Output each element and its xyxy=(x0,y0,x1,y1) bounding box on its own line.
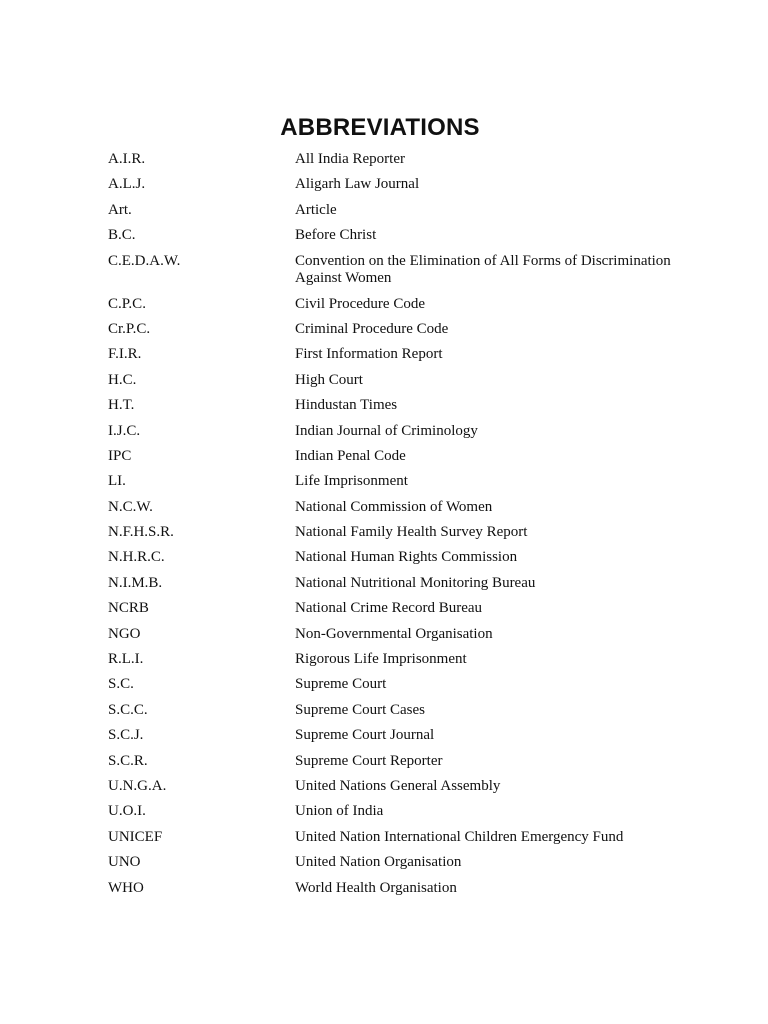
list-item xyxy=(0,199,768,224)
abbreviation-meaning: Rigorous Life Imprisonment xyxy=(295,651,467,668)
abbreviation: S.C.J. xyxy=(108,727,144,744)
abbreviation-meaning: Supreme Court Cases xyxy=(295,701,425,718)
abbreviation: S.C. xyxy=(108,676,134,693)
abbreviation: I.J.C. xyxy=(108,422,141,439)
abbreviation-meaning: National Nutritional Monitoring Bureau xyxy=(295,574,536,591)
list-item xyxy=(0,420,768,445)
abbreviation: UNICEF xyxy=(108,828,163,845)
abbreviation-meaning: High Court xyxy=(295,371,363,388)
abbreviation: F.I.R. xyxy=(108,346,142,363)
list-item xyxy=(0,826,768,851)
abbreviation: S.C.R. xyxy=(108,752,148,769)
abbreviation: R.L.I. xyxy=(108,651,144,668)
list-item xyxy=(0,224,768,249)
abbreviation-meaning: National Crime Record Bureau xyxy=(295,600,483,617)
abbreviation: UNO xyxy=(108,854,141,871)
abbreviation-meaning: World Health Organisation xyxy=(295,879,457,896)
list-item xyxy=(0,496,768,521)
abbreviation: B.C. xyxy=(108,227,136,244)
abbreviation: N.H.R.C. xyxy=(108,549,165,566)
abbreviation: N.F.H.S.R. xyxy=(108,524,174,541)
abbreviation-meaning: Civil Procedure Code xyxy=(295,295,425,312)
list-item xyxy=(0,851,768,876)
abbreviation: Cr.P.C. xyxy=(108,320,151,337)
abbreviation-meaning: Indian Penal Code xyxy=(295,447,406,464)
abbreviation: A.L.J. xyxy=(108,176,146,193)
list-item xyxy=(0,699,768,724)
abbreviation-meaning: Life Imprisonment xyxy=(295,473,408,490)
list-item xyxy=(0,293,768,318)
list-item xyxy=(0,521,768,546)
abbreviation: U.N.G.A. xyxy=(108,777,167,794)
abbreviation-meaning: United Nations General Assembly xyxy=(295,777,501,794)
list-item xyxy=(0,673,768,698)
list-item xyxy=(0,597,768,622)
abbreviation: U.O.I. xyxy=(108,803,146,820)
list-item xyxy=(0,173,768,198)
abbreviation: Art. xyxy=(108,201,132,218)
list-item xyxy=(0,546,768,571)
abbreviation: NGO xyxy=(108,625,141,642)
page-title: ABBREVIATIONS xyxy=(280,114,480,142)
abbreviation: WHO xyxy=(108,879,144,896)
list-item xyxy=(0,623,768,648)
abbreviation-meaning: Supreme Court Journal xyxy=(295,727,435,744)
abbreviation-meaning: United Nation Organisation xyxy=(295,854,462,871)
abbreviation: H.T. xyxy=(108,397,135,414)
list-item xyxy=(0,648,768,673)
list-item xyxy=(0,750,768,775)
list-item xyxy=(0,877,768,902)
abbreviation-meaning: Criminal Procedure Code xyxy=(295,320,449,337)
abbreviation-meaning: Indian Journal of Criminology xyxy=(295,422,478,439)
abbreviation: N.C.W. xyxy=(108,498,153,515)
abbreviation-meaning: Article xyxy=(295,201,337,218)
list-item xyxy=(0,470,768,495)
abbreviation: C.E.D.A.W. xyxy=(108,252,181,269)
list-item xyxy=(0,343,768,368)
abbreviation: LI. xyxy=(108,473,126,490)
list-item xyxy=(0,445,768,470)
abbreviation-meaning: United Nation International Children Emergency Fund xyxy=(295,828,624,845)
list-item xyxy=(0,800,768,825)
abbreviation: C.P.C. xyxy=(108,295,146,312)
abbreviation-meaning: Supreme Court Reporter xyxy=(295,752,443,769)
abbreviation: H.C. xyxy=(108,371,137,388)
abbreviation-meaning: National Human Rights Commission xyxy=(295,549,518,566)
abbreviation: IPC xyxy=(108,447,132,464)
list-item xyxy=(0,724,768,749)
abbreviation-meaning: Union of India xyxy=(295,803,384,820)
abbreviation: NCRB xyxy=(108,600,149,617)
abbreviation-meaning: Before Christ xyxy=(295,227,377,244)
abbreviation-meaning: National Commission of Women xyxy=(295,498,493,515)
list-item xyxy=(0,318,768,343)
abbreviation-list xyxy=(0,148,768,902)
abbreviation-meaning: First Information Report xyxy=(295,346,443,363)
abbreviation-meaning: Convention on the Elimination of All Forms of Discrimination Against Women xyxy=(295,252,671,286)
list-item xyxy=(0,369,768,394)
list-item xyxy=(0,775,768,800)
list-item xyxy=(0,250,768,293)
abbreviation-meaning: National Family Health Survey Report xyxy=(295,524,528,541)
abbreviation-meaning: Aligarh Law Journal xyxy=(295,176,420,193)
list-item xyxy=(0,148,768,173)
abbreviation-meaning: Hindustan Times xyxy=(295,397,398,414)
abbreviation: N.I.M.B. xyxy=(108,574,163,591)
abbreviation-meaning: All India Reporter xyxy=(295,151,405,167)
list-item xyxy=(0,572,768,597)
abbreviation-meaning: Non-Governmental Organisation xyxy=(295,625,493,642)
abbreviation: A.I.R. xyxy=(108,151,146,167)
list-item xyxy=(0,394,768,419)
abbreviation: S.C.C. xyxy=(108,701,148,718)
abbreviation-meaning: Supreme Court xyxy=(295,676,387,693)
